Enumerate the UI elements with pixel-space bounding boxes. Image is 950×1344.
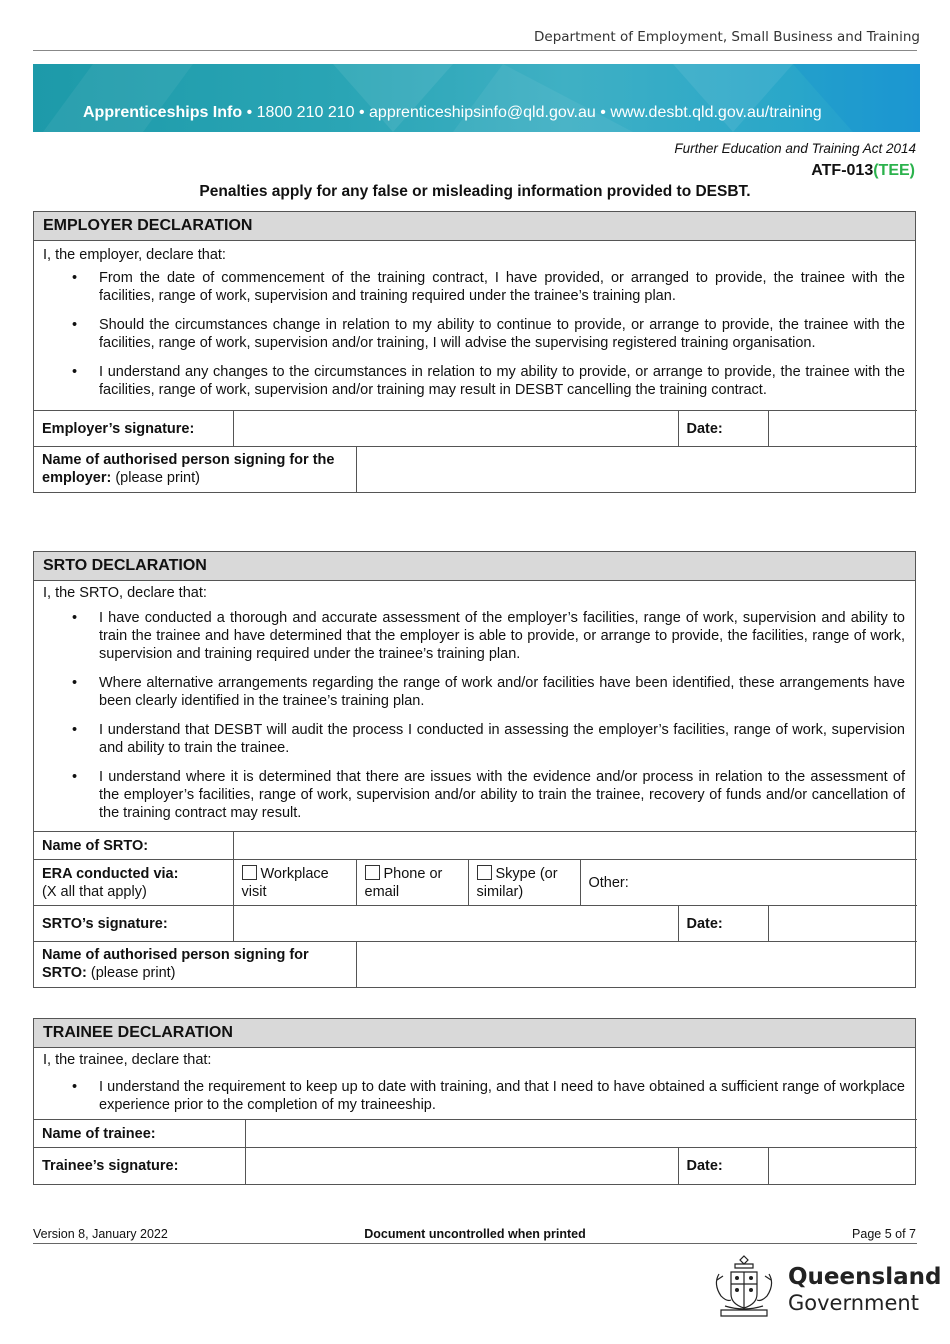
trainee-name-field[interactable] [245, 1120, 917, 1148]
trainee-fields [34, 1119, 917, 1184]
checkbox-icon[interactable] [242, 865, 257, 880]
uncontrolled-notice: Document uncontrolled when printed [364, 1227, 586, 1241]
trainee-declaration-list [34, 1078, 915, 1114]
srto-name-field[interactable] [233, 832, 917, 860]
srto-heading: SRTO DECLARATION [34, 552, 915, 581]
banner-website[interactable]: www.desbt.qld.gov.au/training [610, 104, 822, 121]
footer-rule [33, 1243, 917, 1244]
srto-authorised-name-field[interactable] [356, 942, 917, 987]
srto-declaration-section [33, 551, 916, 988]
department-name: Department of Employment, Small Business and Training [534, 29, 920, 45]
penalties-notice: Penalties apply for any false or misleading information provided to DESBT. [199, 183, 751, 200]
employer-authorised-name-field[interactable] [356, 447, 917, 492]
trainee-declaration-section [33, 1018, 916, 1185]
banner-contact-line: Apprenticeships Info • 1800 210 210 • apprenticeshipsinfo@qld.gov.au • www.desbt.qld.gov.au/training [83, 104, 822, 121]
srto-signature-field[interactable] [233, 906, 678, 942]
info-banner [33, 64, 920, 132]
queensland-crest-icon [709, 1250, 779, 1322]
era-option-phone[interactable]: Phone or email [356, 860, 468, 906]
trainee-intro: I, the trainee, declare that: [43, 1052, 212, 1068]
trainee-heading: TRAINEE DECLARATION [34, 1019, 915, 1048]
employer-intro: I, the employer, declare that: [43, 247, 226, 263]
page-number: Page 5 of 7 [852, 1227, 916, 1241]
form-number: ATF-013(TEE) [811, 162, 915, 179]
srto-name-label: Name of SRTO: [34, 832, 233, 860]
era-label-cell: ERA conducted via: (X all that apply) [34, 860, 233, 906]
srto-date-label: Date: [678, 906, 768, 942]
trainee-signature-label: Trainee’s signature: [34, 1148, 245, 1184]
srto-declaration-list [34, 609, 915, 822]
trainee-signature-field[interactable] [245, 1148, 678, 1184]
list-item: • From the date of commencement of the training contract, I have provided, or arranged to provide, the trainee with the facilities, range of work, supervision and training required under the trainee’s training plan. [99, 269, 905, 305]
banner-title: Apprenticeships Info [83, 104, 243, 121]
employer-date-field[interactable] [768, 411, 917, 447]
list-item: • Where alternative arrangements regarding the range of work and/or facilities have been identified, these arrangements have been clearly identified in the trainee’s training plan. [99, 674, 905, 710]
employer-fields [34, 410, 917, 492]
checkbox-icon[interactable] [477, 865, 492, 880]
employer-signature-label: Employer’s signature: [34, 411, 233, 447]
banner-phone[interactable]: 1800 210 210 [256, 104, 355, 121]
list-item: • I have conducted a thorough and accurate assessment of the employer’s facilities, range of work, supervision and ability to train the trainee and have determined that the employer is able to provide, or arrange to provide, the facilities, range of work, supervision and training required under the trainee’s training plan. [99, 609, 905, 663]
employer-authorised-name-label: Name of authorised person signing for the employer: (please print) [34, 447, 356, 492]
header-rule [33, 50, 917, 51]
srto-date-field[interactable] [768, 906, 917, 942]
trainee-date-field[interactable] [768, 1148, 917, 1184]
srto-signature-label: SRTO’s signature: [34, 906, 233, 942]
banner-email[interactable]: apprenticeshipsinfo@qld.gov.au [369, 104, 596, 121]
queensland-government-logo: Queensland Government [788, 1264, 942, 1315]
trainee-date-label: Date: [678, 1148, 768, 1184]
srto-fields [34, 831, 917, 987]
act-reference: Further Education and Training Act 2014 [674, 141, 916, 156]
employer-date-label: Date: [678, 411, 768, 447]
version-text: Version 8, January 2022 [33, 1227, 168, 1241]
srto-authorised-name-label: Name of authorised person signing for SRTO: (please print) [34, 942, 356, 987]
srto-intro: I, the SRTO, declare that: [43, 585, 207, 601]
list-item: • I understand where it is determined that there are issues with the evidence and/or process in relation to the assessment of the employer’s facilities, range of work, supervision and/or ability to train the trainee, recovery of funds and/or cancellation of the training contract may result. [99, 768, 905, 822]
era-option-skype[interactable]: Skype (or similar) [468, 860, 580, 906]
employer-heading: EMPLOYER DECLARATION [34, 212, 915, 241]
era-option-workplace[interactable]: Workplace visit [233, 860, 356, 906]
list-item: • I understand any changes to the circumstances in relation to my ability to provide, or arrange to provide, the trainee with the facilities, range of work, supervision and/or training may result in DESBT cancelling the training contract. [99, 363, 905, 399]
checkbox-icon[interactable] [365, 865, 380, 880]
employer-signature-field[interactable] [233, 411, 678, 447]
list-item: • I understand that DESBT will audit the process I conducted in assessing the employer’s facilities, range of work, supervision and ability to train the trainee. [99, 721, 905, 757]
form-suffix: (TEE) [873, 162, 915, 179]
employer-declaration-section [33, 211, 916, 493]
list-item: • Should the circumstances change in relation to my ability to continue to provide, or arrange to provide, the trainee with the facilities, range of work, supervision and/or training, I will advise the supervising registered training organisation. [99, 316, 905, 352]
list-item: • I understand the requirement to keep up to date with training, and that I need to have obtained a sufficient range of workplace experience prior to the completion of my traineeship. [99, 1078, 905, 1114]
era-other-field[interactable]: Other: [580, 860, 917, 906]
employer-declaration-list [34, 269, 915, 399]
trainee-name-label: Name of trainee: [34, 1120, 245, 1148]
